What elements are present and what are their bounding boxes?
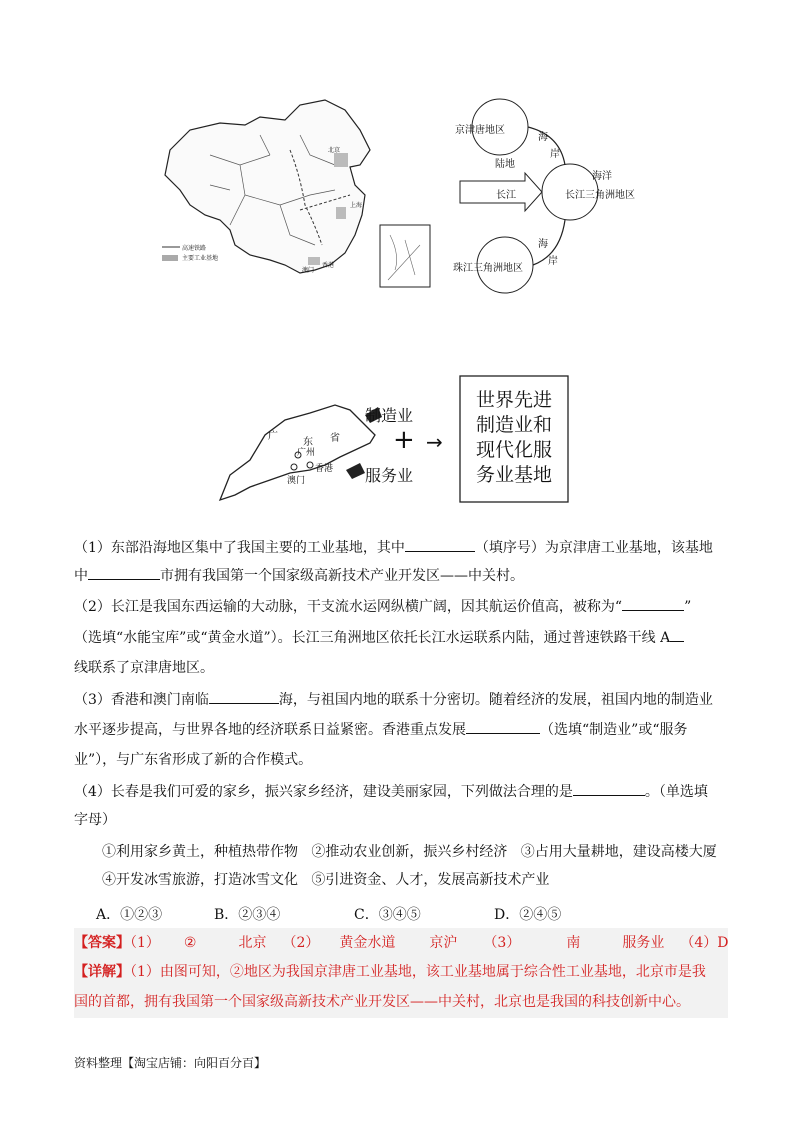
result-box-text (460, 388, 568, 488)
legend-industrial-base: 主要工业基地 (182, 255, 219, 262)
explain-label: 【详解】 (74, 964, 130, 980)
question-4-items-2: ④开发冰雪旅游，打造冰雪文化 ⑤引进资金、人才，发展高新技术产业 (102, 872, 550, 888)
city-hongkong: 香港 (315, 464, 334, 474)
question-4-items-1: ①利用家乡黄土，种植热带作物 ②推动农业创新，振兴乡村经济 ③占用大量耕地，建设高楼大厦 (102, 844, 717, 860)
option-c: C．③④⑤ (354, 907, 421, 923)
result-line-4: 务业基地 (475, 464, 552, 486)
province-char-sheng: 省 (330, 433, 340, 444)
region-yangtze-delta: 长江三角洲地区 (565, 190, 635, 201)
label-ocean: 海洋 (592, 171, 612, 182)
result-line-1: 世界先进 (475, 389, 552, 411)
label-service: 服务业 (365, 466, 414, 485)
map-place-hongkong: 香港 (322, 262, 335, 269)
question-2-line-1: （2）长江是我国东西运输的大动脉，干支流水运网纵横广阔，因其航运价值高，被称为“ ” (74, 593, 734, 621)
china-map-outline (150, 95, 440, 295)
question-2-line-3: 线联系了京津唐地区。 (74, 660, 214, 676)
label-yangtze: 长江 (496, 190, 516, 201)
arrow-right-icon: → (426, 430, 443, 454)
map-place-macau: 澳门 (302, 267, 315, 274)
question-1-line-1: （1）东部沿海地区集中了我国主要的工业基地，其中 （填序号）为京津唐工业基地，该基地 (74, 534, 734, 562)
label-coast-bottom-2: 岸 (548, 256, 558, 267)
explain-line-1: 【详解】（1）由图可知，②地区为我国京津唐工业基地，该工业基地属于综合性工业基地，北京市是我 (74, 964, 706, 980)
blank-q4-choice (573, 779, 645, 796)
blank-q3-sea (209, 687, 279, 704)
legend-railway: 高速铁路 (182, 245, 207, 252)
region-pearl-delta: 珠江三角洲地区 (453, 263, 523, 274)
region-jingjintang: 京津唐地区 (455, 125, 505, 136)
option-b: B．②③④ (214, 907, 281, 923)
province-char-guang: 广 (268, 431, 278, 442)
footer-text: 资料整理【淘宝店铺：向阳百分百】 (74, 1056, 267, 1070)
blank-q1-number (405, 535, 475, 552)
blank-q3-industry (466, 717, 540, 734)
question-4-line-2: 字母） (74, 812, 116, 828)
province-char-dong: 东 (303, 437, 313, 448)
china-map-figure (150, 95, 440, 295)
label-land: 陆地 (495, 159, 515, 170)
option-d: D．②④⑤ (494, 907, 562, 923)
question-1-line-2: 中 市拥有我国第一个国家级高新技术产业开发区——中关村。 (74, 562, 734, 590)
blank-q2-railway (670, 625, 684, 642)
plus-sign: + (393, 425, 415, 455)
guangdong-figure (210, 375, 570, 515)
result-line-3: 现代化服 (475, 439, 552, 461)
question-2-line-2: （选填“水能宝库”或“黄金水道”）。长江三角洲地区依托长江水运联系内陆，通过普速铁路干线 A (74, 624, 734, 652)
question-3-line-2: 水平逐步提高，与世界各地的经济联系日益紧密。香港重点发展 （选填“制造业”或“服务 (74, 716, 734, 744)
answer-line: 【答案】（1） ② 北京 （2） 黄金水道 京沪 （3） 南 服务业 （4）D (74, 935, 729, 951)
label-coast-top-2: 岸 (550, 149, 560, 160)
map-place-shanghai: 上海 (350, 202, 363, 209)
result-line-2: 制造业和 (475, 414, 552, 436)
question-3-line-3: 业”），与广东省形成了新的合作模式。 (74, 752, 313, 768)
city-guangzhou: 广州 (297, 448, 316, 458)
answer-label: 【答案】 (74, 935, 130, 951)
label-coast-bottom-1: 海 (538, 239, 548, 250)
blank-q1-city (88, 563, 160, 580)
blank-q2-name (622, 594, 684, 611)
label-coast-top-1: 海 (538, 132, 548, 143)
region-relation-diagram (450, 95, 660, 295)
map-place-beijing: 北京 (328, 147, 341, 154)
question-3-line-1: （3）香港和澳门南临 海，与祖国内地的联系十分密切。随着经济的发展，祖国内地的制造业 (74, 686, 734, 714)
city-macau: 澳门 (287, 476, 306, 486)
label-manufacturing: 制造业 (365, 406, 414, 425)
explain-line-2: 国的首都，拥有我国第一个国家级高新技术产业开发区——中关村，北京也是我国的科技创新中心。 (74, 994, 690, 1010)
option-a: A．①②③ (96, 907, 163, 923)
question-4-line-1: （4）长春是我们可爱的家乡，振兴家乡经济，建设美丽家园，下列做法合理的是 。（单选填 (74, 778, 734, 806)
